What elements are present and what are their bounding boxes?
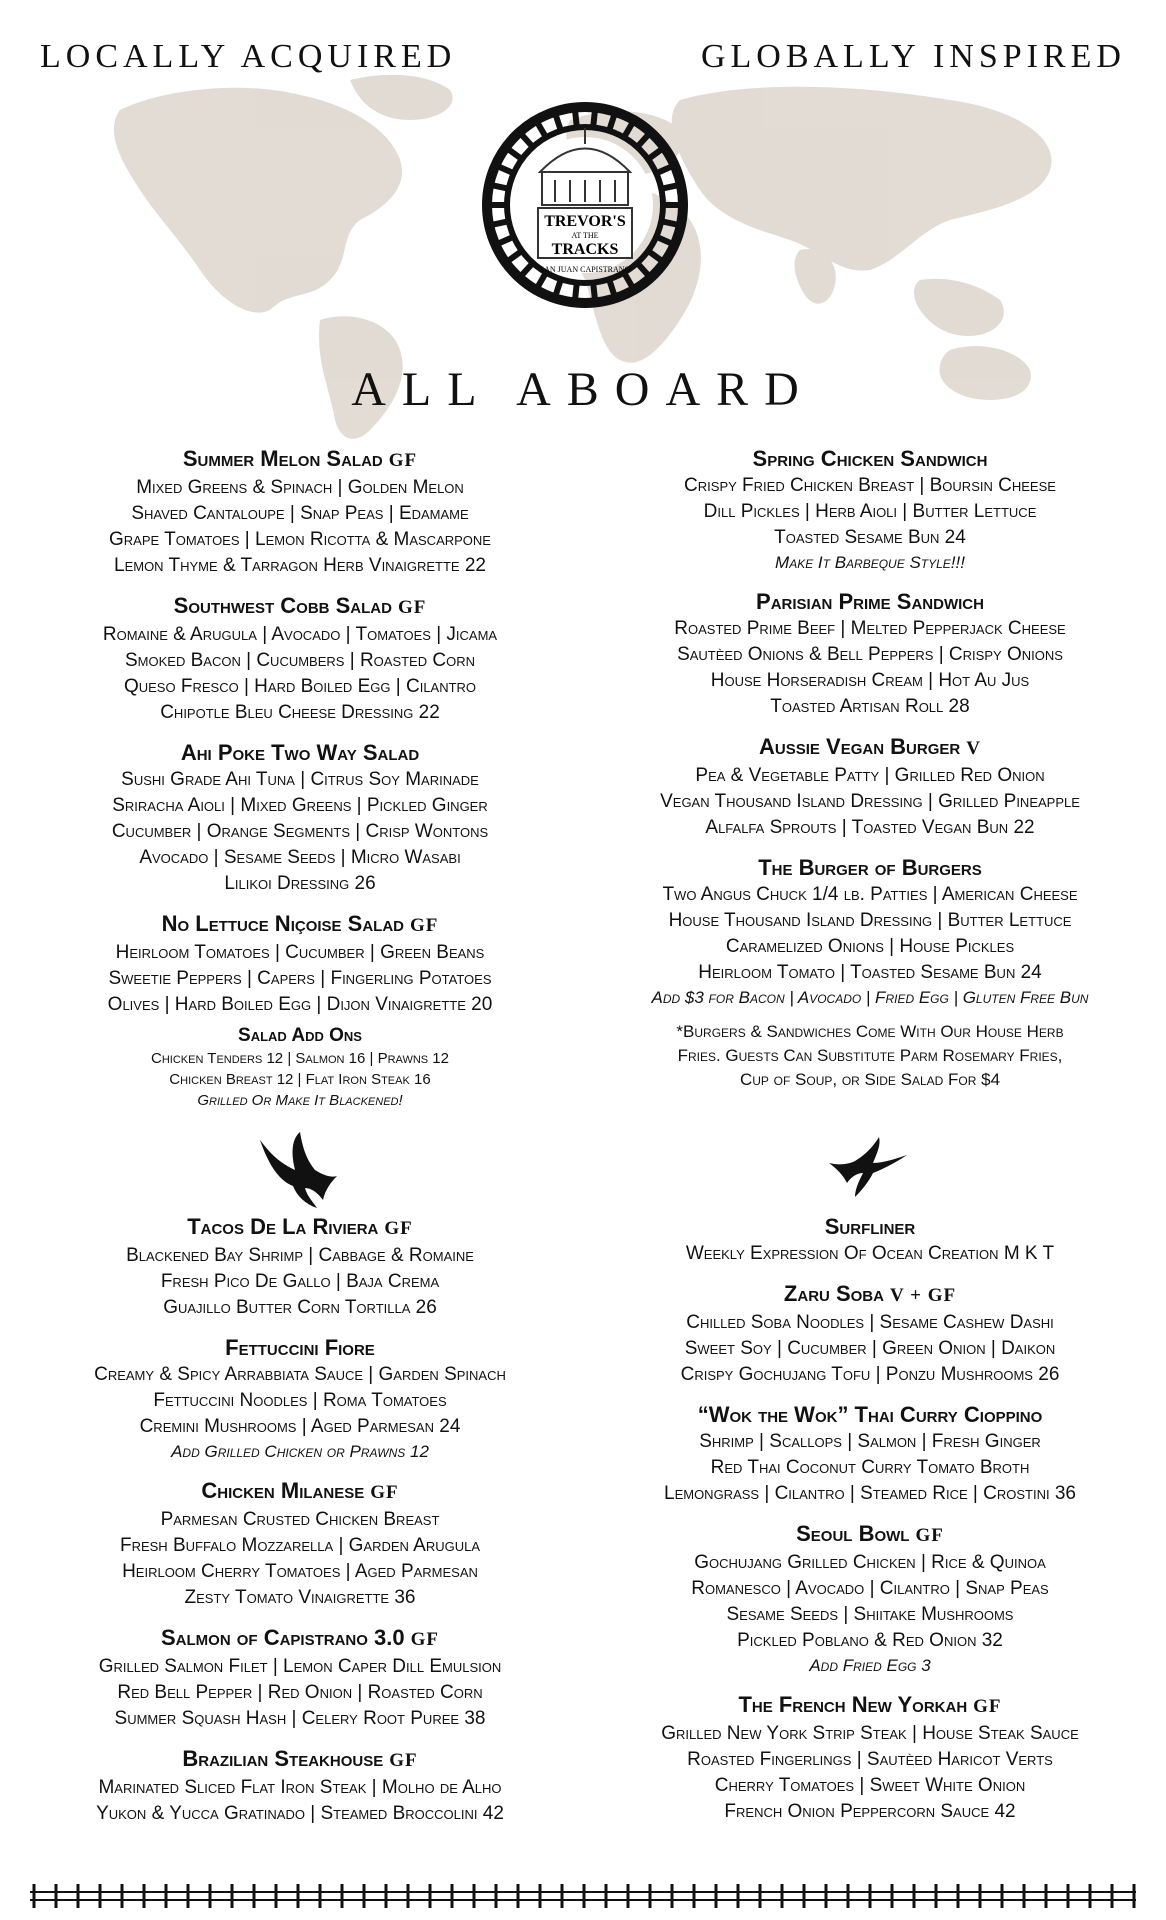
menu-item-title: Parisian Prime Sandwich bbox=[756, 589, 984, 614]
menu-item-title: Southwest Cobb Salad bbox=[173, 593, 392, 618]
menu-item-name bbox=[20, 1624, 580, 1654]
menu-item-name bbox=[590, 1691, 1150, 1721]
sandwich-footnote bbox=[590, 1020, 1150, 1092]
dietary-badge: GF bbox=[973, 1696, 1002, 1717]
menu-item-title: Summer Melon Salad bbox=[182, 446, 383, 471]
menu-item bbox=[590, 1213, 1150, 1267]
salad-add-ons bbox=[20, 1024, 580, 1111]
menu-item bbox=[20, 1745, 580, 1827]
menu-item-description: Roasted Prime Beef | Melted Pepperjack Cheese bbox=[674, 618, 1066, 639]
menu-item-description: Lemongrass | Cilantro | Steamed Rice | Crostini 36 bbox=[664, 1483, 1076, 1504]
menu-item-name bbox=[20, 739, 580, 767]
menu-item-name bbox=[20, 1213, 580, 1243]
dietary-badge: V + GF bbox=[889, 1285, 957, 1306]
menu-item-description: House Thousand Island Dressing | Butter Lettuce bbox=[668, 910, 1072, 931]
menu-item-title: Chicken Milanese bbox=[201, 1478, 365, 1503]
menu-item bbox=[590, 1280, 1150, 1388]
menu-item-description: Mixed Greens & Spinach | Golden Melon bbox=[136, 477, 464, 498]
menu-item-description: Heirloom Cherry Tomatoes | Aged Parmesan bbox=[122, 1561, 478, 1582]
dietary-badge: GF bbox=[370, 1482, 399, 1503]
menu-item-description: Yukon & Yucca Gratinado | Steamed Broccolini 42 bbox=[96, 1803, 504, 1824]
menu-item-description: Summer Squash Hash | Celery Root Puree 38 bbox=[114, 1708, 486, 1729]
menu-item-description: Fresh Buffalo Mozzarella | Garden Arugula bbox=[119, 1535, 481, 1556]
menu-item-description: Sriracha Aioli | Mixed Greens | Pickled Ginger bbox=[112, 795, 488, 816]
logo-text-1: TREVOR'S bbox=[544, 213, 626, 230]
menu-item-name bbox=[20, 910, 580, 940]
menu-item-description: Heirloom Tomato | Toasted Sesame Bun 24 bbox=[698, 962, 1042, 983]
menu-item-description: Queso Fresco | Hard Boiled Egg | Cilantro bbox=[123, 676, 477, 697]
menu-item-name bbox=[590, 588, 1150, 616]
menu-item-description: Gochujang Grilled Chicken | Rice & Quinoa bbox=[694, 1552, 1046, 1573]
menu-item-note: Add Grilled Chicken or Prawns 12 bbox=[171, 1442, 429, 1461]
menu-item-description: Sweet Soy | Cucumber | Green Onion | Daikon bbox=[684, 1338, 1056, 1359]
add-ons-line: Chicken Breast 12 | Flat Iron Steak 16 bbox=[169, 1071, 431, 1088]
logo-text-2: AT THE bbox=[571, 231, 599, 240]
menu-item-description: Fresh Pico De Gallo | Baja Crema bbox=[160, 1271, 440, 1292]
menu-item-title: No Lettuce Niçoise Salad bbox=[161, 911, 404, 936]
logo-rail-tie bbox=[636, 131, 652, 149]
dinner-right-column bbox=[590, 1213, 1150, 1838]
menu-item-description: Fettuccini Noodles | Roma Tomatoes bbox=[153, 1390, 447, 1411]
menu-item-description: Red Bell Pepper | Red Onion | Roasted Corn bbox=[117, 1682, 483, 1703]
menu-item-name bbox=[590, 1520, 1150, 1550]
menu-item-title: Seoul Bowl bbox=[796, 1521, 910, 1546]
menu-item-description: Vegan Thousand Island Dressing | Grilled Pineapple bbox=[660, 791, 1080, 812]
menu-item bbox=[590, 854, 1150, 1010]
menu-item-name bbox=[590, 1401, 1150, 1429]
footnote-line: Cup of Soup, or Side Salad For $4 bbox=[739, 1070, 1001, 1089]
menu-item-description: Parmesan Crusted Chicken Breast bbox=[160, 1509, 440, 1530]
menu-item bbox=[590, 1401, 1150, 1507]
menu-item-description: Weekly Expression Of Ocean Creation M K T bbox=[685, 1243, 1055, 1264]
menu-item-description: Caramelized Onions | House Pickles bbox=[725, 936, 1015, 957]
menu-item-description: Toasted Sesame Bun 24 bbox=[774, 527, 966, 548]
menu-item-note: Add Fried Egg 3 bbox=[809, 1656, 931, 1675]
menu-item-description: Shaved Cantaloupe | Snap Peas | Edamame bbox=[131, 503, 469, 524]
menu-item-description: Grilled New York Strip Steak | House Steak Sauce bbox=[661, 1723, 1079, 1744]
menu-item-description: Guajillo Butter Corn Tortilla 26 bbox=[163, 1297, 437, 1318]
menu-item-description: Grape Tomatoes | Lemon Ricotta & Mascarpone bbox=[109, 529, 491, 550]
menu-item bbox=[20, 910, 580, 1018]
menu-item-title: Aussie Vegan Burger bbox=[759, 734, 961, 759]
menu-item-name bbox=[590, 733, 1150, 763]
dietary-badge: GF bbox=[915, 1525, 944, 1546]
menu-item-description: Cremini Mushrooms | Aged Parmesan 24 bbox=[139, 1416, 461, 1437]
menu-item-description: Toasted Artisan Roll 28 bbox=[770, 696, 970, 717]
menu-item-title: The French New Yorkah bbox=[738, 1692, 968, 1717]
menu-item-description: Pickled Poblano & Red Onion 32 bbox=[737, 1630, 1003, 1651]
menu-item-description: Sautèed Onions & Bell Peppers | Crispy Onions bbox=[677, 644, 1063, 665]
menu-item-description: French Onion Peppercorn Sauce 42 bbox=[724, 1801, 1016, 1822]
dietary-badge: GF bbox=[384, 1218, 413, 1239]
menu-item-description: Olives | Hard Boiled Egg | Dijon Vinaigrette 20 bbox=[107, 994, 493, 1015]
menu-item-description: Grilled Salmon Filet | Lemon Caper Dill Emulsion bbox=[98, 1656, 502, 1677]
menu-item-description: Alfalfa Sprouts | Toasted Vegan Bun 22 bbox=[705, 817, 1035, 838]
menu-item-title: Spring Chicken Sandwich bbox=[752, 446, 988, 471]
menu-item-description: Sushi Grade Ahi Tuna | Citrus Soy Marinade bbox=[121, 769, 479, 790]
menu-item-name bbox=[590, 445, 1150, 473]
tagline-right: GLOBALLY INSPIRED bbox=[700, 38, 1126, 75]
dietary-badge: GF bbox=[410, 1629, 440, 1650]
logo-text-3: TRACKS bbox=[551, 241, 619, 258]
logo-rail-tie bbox=[518, 131, 534, 149]
menu-item bbox=[590, 733, 1150, 841]
dietary-badge: GF bbox=[410, 915, 439, 936]
logo-rail-tie bbox=[593, 106, 596, 130]
lunch-right-column bbox=[590, 445, 1150, 1023]
menu-item-description: Heirloom Tomatoes | Cucumber | Green Beans bbox=[115, 942, 485, 963]
add-ons-title: Salad Add Ons bbox=[238, 1025, 362, 1046]
menu-item-description: Two Angus Chuck 1/4 lb. Patties | American Cheese bbox=[662, 884, 1078, 905]
menu-item-title: Fettuccini Fiore bbox=[225, 1335, 375, 1360]
tagline-left: LOCALLY ACQUIRED bbox=[40, 38, 457, 75]
menu-item-name bbox=[20, 1745, 580, 1775]
menu-item-description: Romaine & Arugula | Avocado | Tomatoes | Jicama bbox=[102, 624, 498, 645]
swallow-icon-right bbox=[825, 1135, 910, 1200]
menu-item-name bbox=[590, 1213, 1150, 1241]
menu-item-description: Blackened Bay Shrimp | Cabbage & Romaine bbox=[126, 1245, 474, 1266]
menu-item-description: House Horseradish Cream | Hot Au Jus bbox=[710, 670, 1030, 691]
menu-item-description: Roasted Fingerlings | Sautèed Haricot Verts bbox=[687, 1749, 1053, 1770]
menu-item-description: Lilikoi Dressing 26 bbox=[224, 873, 376, 894]
menu-item bbox=[20, 1334, 580, 1464]
menu-item-name bbox=[20, 445, 580, 475]
railroad-track-divider bbox=[30, 1880, 1136, 1910]
menu-item-name bbox=[20, 592, 580, 622]
footnote-line: Fries. Guests Can Substitute Parm Rosemary Fries, bbox=[677, 1046, 1063, 1065]
dietary-badge: GF bbox=[388, 450, 418, 471]
lunch-left-column bbox=[20, 445, 580, 1031]
menu-item-description: Cherry Tomatoes | Sweet White Onion bbox=[714, 1775, 1026, 1796]
menu-item-description: Romanesco | Avocado | Cilantro | Snap Peas bbox=[691, 1578, 1049, 1599]
menu-item-description: Zesty Tomato Vinaigrette 36 bbox=[184, 1587, 416, 1608]
add-ons-note: Grilled Or Make It Blackened! bbox=[197, 1092, 403, 1109]
menu-item-description: Smoked Bacon | Cucumbers | Roasted Corn bbox=[124, 650, 476, 671]
menu-item-description: Cucumber | Orange Segments | Crisp Wontons bbox=[111, 821, 489, 842]
menu-item-title: Ahi Poke Two Way Salad bbox=[180, 740, 420, 765]
menu-item-description: Chilled Soba Noodles | Sesame Cashew Dashi bbox=[686, 1312, 1054, 1333]
menu-item-name bbox=[20, 1477, 580, 1507]
menu-item-title: Brazilian Steakhouse bbox=[182, 1746, 384, 1771]
add-ons-line: Chicken Tenders 12 | Salmon 16 | Prawns 12 bbox=[151, 1050, 449, 1067]
dinner-left-column bbox=[20, 1213, 580, 1840]
menu-item-title: The Burger of Burgers bbox=[758, 855, 982, 880]
logo-rail-tie bbox=[636, 261, 652, 279]
logo-ring-text: SAN JUAN CAPISTRANO bbox=[539, 265, 631, 274]
menu-item-description: Crispy Fried Chicken Breast | Boursin Cheese bbox=[684, 475, 1056, 496]
restaurant-logo bbox=[480, 100, 690, 310]
logo-rail-tie bbox=[575, 106, 578, 130]
footnote-line: *Burgers & Sandwiches Come With Our House Herb bbox=[676, 1022, 1064, 1041]
menu-item-title: “Wok the Wok” Thai Curry Cioppino bbox=[697, 1402, 1043, 1427]
dietary-badge: V bbox=[966, 738, 981, 759]
menu-item bbox=[590, 445, 1150, 575]
menu-item-description: Creamy & Spicy Arrabbiata Sauce | Garden Spinach bbox=[94, 1364, 506, 1385]
menu-item-title: Tacos De La Riviera bbox=[187, 1214, 379, 1239]
section-title: ALL ABOARD bbox=[351, 363, 815, 416]
menu-item-description: Red Thai Coconut Curry Tomato Broth bbox=[710, 1457, 1030, 1478]
menu-item bbox=[20, 1477, 580, 1611]
menu-item-description: Avocado | Sesame Seeds | Micro Wasabi bbox=[139, 847, 461, 868]
logo-rail-tie bbox=[593, 281, 596, 305]
menu-item-note: Add $3 for Bacon | Avocado | Fried Egg | Gluten Free Bun bbox=[651, 988, 1089, 1007]
menu-item bbox=[20, 1624, 580, 1732]
menu-item bbox=[590, 588, 1150, 720]
menu-item bbox=[20, 1213, 580, 1321]
menu-item-title: Surfliner bbox=[824, 1214, 916, 1239]
logo-rail-tie bbox=[575, 281, 578, 305]
swallow-icon-left bbox=[255, 1130, 340, 1210]
menu-item-description: Marinated Sliced Flat Iron Steak | Molho de Alho bbox=[98, 1777, 502, 1798]
dietary-badge: GF bbox=[389, 1750, 418, 1771]
menu-item-description: Sesame Seeds | Shiitake Mushrooms bbox=[726, 1604, 1014, 1625]
menu-item-description: Dill Pickles | Herb Aioli | Butter Lettuce bbox=[703, 501, 1037, 522]
menu-item-description: Chipotle Bleu Cheese Dressing 22 bbox=[160, 702, 440, 723]
menu-item bbox=[590, 1691, 1150, 1825]
menu-item bbox=[20, 592, 580, 726]
menu-item bbox=[590, 1520, 1150, 1678]
menu-item-description: Crispy Gochujang Tofu | Ponzu Mushrooms 26 bbox=[680, 1364, 1060, 1385]
menu-item-description: Sweetie Peppers | Capers | Fingerling Potatoes bbox=[108, 968, 492, 989]
menu-item-description: Shrimp | Scallops | Salmon | Fresh Ginger bbox=[699, 1431, 1041, 1452]
menu-item-description: Lemon Thyme & Tarragon Herb Vinaigrette 22 bbox=[114, 555, 486, 576]
menu-item bbox=[20, 445, 580, 579]
menu-item-title: Salmon of Capistrano 3.0 bbox=[160, 1625, 405, 1650]
menu-item-name bbox=[590, 1280, 1150, 1310]
menu-item-name bbox=[590, 854, 1150, 882]
menu-item-name bbox=[20, 1334, 580, 1362]
menu-item bbox=[20, 739, 580, 897]
menu-item-title: Zaru Soba bbox=[783, 1281, 884, 1306]
dietary-badge: GF bbox=[397, 597, 427, 618]
logo-rail-tie bbox=[518, 261, 534, 279]
menu-item-description: Pea & Vegetable Patty | Grilled Red Onion bbox=[695, 765, 1045, 786]
menu-item-note: Make It Barbeque Style!!! bbox=[775, 553, 965, 572]
